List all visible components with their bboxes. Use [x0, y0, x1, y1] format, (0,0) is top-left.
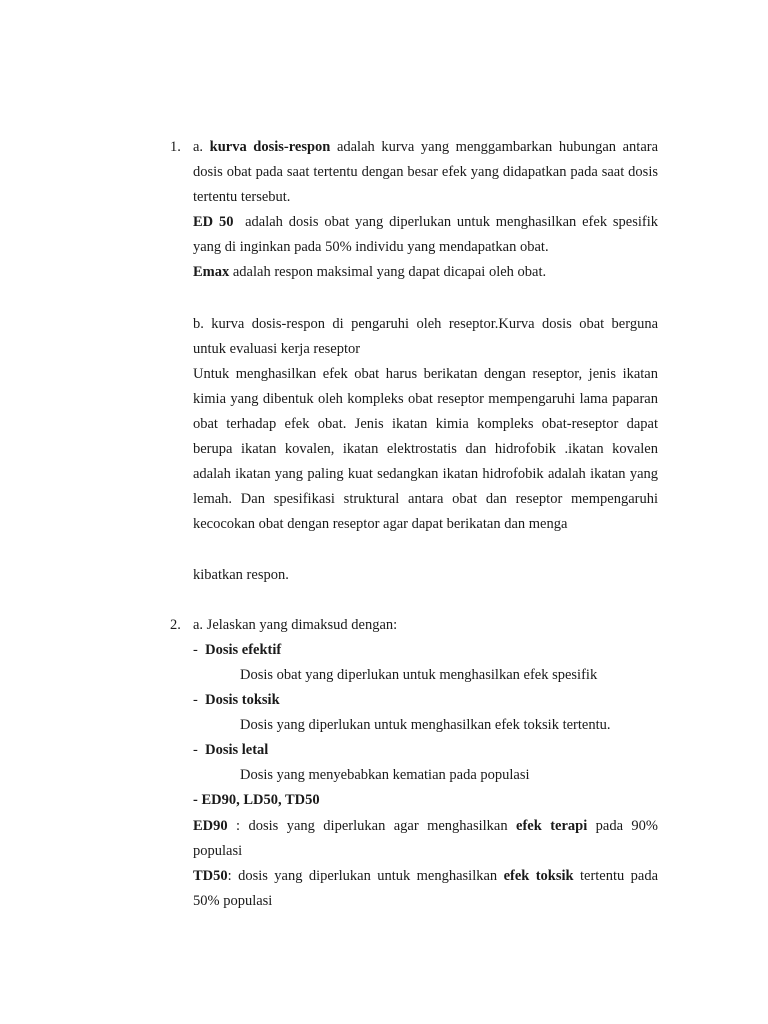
- ed50-term: ED 50: [193, 214, 234, 230]
- td50-text-after: tertentu pada 50% populasi: [193, 868, 659, 909]
- ed90-term: ED90: [193, 818, 228, 834]
- td50-colon: :: [227, 868, 232, 884]
- q1a-text: adalah kurva yang menggambarkan hubungan antara dosis obat pada saat tertentu dengan besar efek yang didapatkan pada saat dosis tertentu tersebut.: [193, 139, 659, 205]
- q2-item-3-definition: Dosis yang menyebabkan kematian pada populasi: [240, 767, 530, 783]
- q2-item-2-definition: Dosis yang diperlukan untuk menghasilkan efek toksik tertentu.: [240, 717, 611, 733]
- emax-term: Emax: [193, 264, 230, 280]
- ed90-bold: efek terapi: [516, 818, 588, 834]
- item-term: Dosis toksik: [205, 692, 280, 708]
- q2-item-2: [193, 688, 658, 713]
- emax-text: adalah respon maksimal yang dapat dicapai oleh obat.: [232, 264, 547, 280]
- q1a-paragraph: [193, 135, 658, 210]
- q1a-term: kurva dosis-respon: [209, 139, 331, 155]
- question-1-number: 1.: [170, 139, 181, 155]
- td50-term: TD50: [193, 868, 228, 884]
- question-2-number: 2.: [170, 617, 181, 633]
- ed50-text: adalah dosis obat yang diperlukan untuk menghasilkan efek spesifik yang di inginkan pada 50% individu yang mendapatkan obat.: [193, 214, 658, 255]
- item-dash: -: [193, 642, 198, 658]
- q1b-paragraph-1: b. kurva dosis-respon di pengaruhi oleh reseptor.Kurva dosis obat berguna untuk evaluasi kerja reseptor: [193, 316, 658, 357]
- ed90-text-before: dosis yang diperlukan agar menghasilkan: [248, 818, 508, 834]
- sub-heading-text: - ED90, LD50, TD50: [193, 792, 320, 808]
- emax-paragraph: [193, 260, 658, 285]
- q1b-paragraph-2: Untuk menghasilkan efek obat harus berikatan dengan reseptor, jenis ikatan kimia yang dibentuk oleh kompleks obat reseptor mempengaruhi lama paparan obat terhadap efek obat. Jenis ikatan kimia kompleks obat-reseptor dapat berupa ikatan kovalen, ikatan elektrostatis dan hidrofobik .ikatan kovalen adalah ikatan yang paling kuat sedangkan ikatan hidrofobik adalah ikatan yang lemah. Dan spesifikasi struktural antara obat dan reseptor mempengaruhi kecocokan obat dengan reseptor agar dapat berikatan dan menga: [193, 366, 658, 532]
- ed50-paragraph: [193, 210, 658, 260]
- q1b-paragraph-3: kibatkan respon.: [193, 567, 289, 583]
- q2-intro: a. Jelaskan yang dimaksud dengan:: [193, 617, 398, 633]
- item-term: Dosis efektif: [205, 642, 282, 658]
- td50-paragraph: [193, 864, 658, 914]
- q2-item-1: [193, 638, 658, 663]
- ed90-text-after: pada 90% populasi: [193, 818, 659, 859]
- ed90-paragraph: [193, 814, 658, 864]
- td50-text-before: dosis yang diperlukan untuk menghasilkan: [238, 868, 498, 884]
- item-dash: -: [193, 692, 198, 708]
- q2-sub-heading: [193, 788, 658, 813]
- q1a-prefix: a.: [193, 139, 204, 155]
- item-dash: -: [193, 742, 198, 758]
- ed90-colon: :: [227, 818, 241, 834]
- td50-bold: efek toksik: [503, 868, 574, 884]
- item-term: Dosis letal: [205, 742, 269, 758]
- q2-item-1-definition: Dosis obat yang diperlukan untuk menghasilkan efek spesifik: [240, 667, 598, 683]
- q2-item-3: [193, 738, 658, 763]
